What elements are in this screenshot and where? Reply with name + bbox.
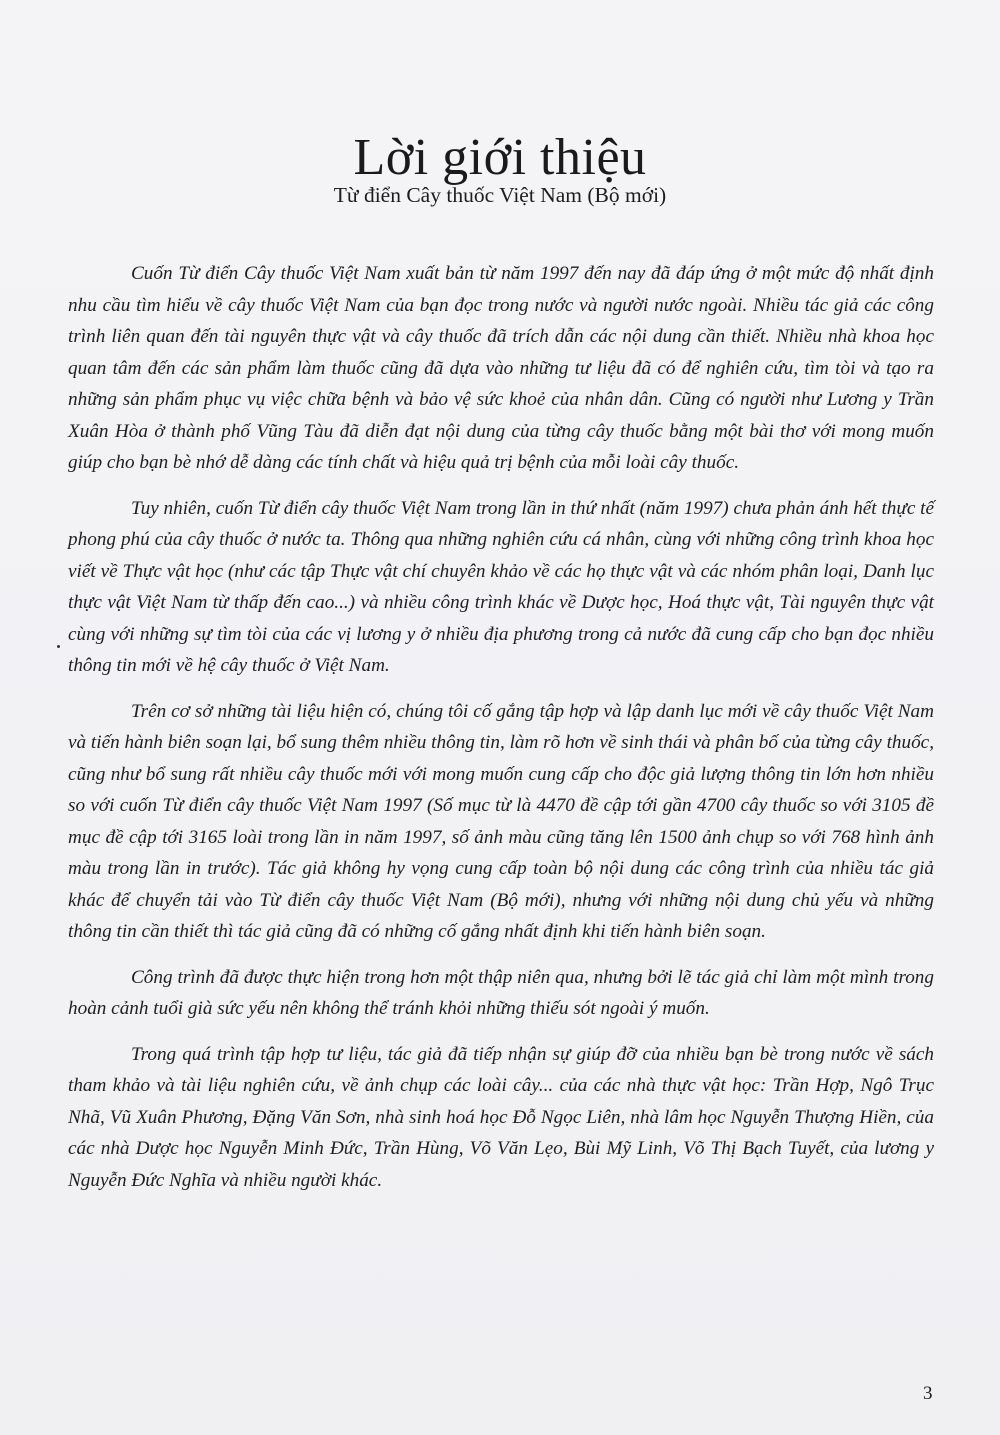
- paragraph-4: Công trình đã được thực hiện trong hơn một thập niên qua, nhưng bởi lẽ tác giả chỉ làm một mình trong hoàn cảnh tuổi già sức yếu nên không thể tránh khỏi những thiếu sót ngoài ý muốn.: [68, 966, 934, 1019]
- page-subtitle: Từ điển Cây thuốc Việt Nam (Bộ mới): [333, 183, 667, 207]
- margin-dot: [57, 645, 60, 648]
- paragraph-5: Trong quá trình tập hợp tư liệu, tác giả đã tiếp nhận sự giúp đỡ của nhiều bạn bè trong nước về sách tham khảo và tài liệu nghiên cứu, về ảnh chụp các loài cây... của các nhà thực vật học: Trần Hợp, Ngô Trục Nhã, Vũ Xuân Phương, Đặng Văn Sơn, nhà sinh hoá học Đỗ Ngọc Liên, nhà lâm học Nguyễn Thượng Hiền, của các nhà Dược học Nguyễn Minh Đức, Trần Hùng, Võ Văn Lẹo, Bùi Mỹ Linh, Võ Thị Bạch Tuyết, của lương y Nguyễn Đức Nghĩa và nhiều người khác.: [68, 1043, 934, 1191]
- paragraph-2: Tuy nhiên, cuốn Từ điển cây thuốc Việt Nam trong lần in thứ nhất (năm 1997) chưa phản ánh hết thực tế phong phú của cây thuốc ở nước ta. Thông qua những nghiên cứu cá nhân, cùng với những công trình khoa học viết về Thực vật học (như các tập Thực vật chí chuyên khảo về các họ thực vật và các nhóm phân loại, Danh lục thực vật Việt Nam từ thấp đến cao...) và nhiều công trình khác về Dược học, Hoá thực vật, Tài nguyên thực vật cùng với những sự tìm tòi của các vị lương y ở nhiều địa phương trong cả nước đã cung cấp cho bạn đọc nhiều thông tin mới về hệ cây thuốc ở Việt Nam.: [68, 497, 934, 676]
- paragraph-1: Cuốn Từ điển Cây thuốc Việt Nam xuất bản từ năm 1997 đến nay đã đáp ứng ở một mức độ nhất định nhu cầu tìm hiểu về cây thuốc Việt Nam của bạn đọc trong nước và người nước ngoài. Nhiều tác giả các công trình liên quan đến tài nguyên thực vật và cây thuốc đã trích dẫn các nội dung cần thiết. Nhiều nhà khoa học quan tâm đến các sản phẩm làm thuốc cũng đã dựa vào những tư liệu đã có để nghiên cứu, tìm tòi và tạo ra những sản phẩm phục vụ việc chữa bệnh và bảo vệ sức khoẻ của nhân dân. Cũng có người như Lương y Trần Xuân Hòa ở thành phố Vũng Tàu đã diễn đạt nội dung của từng cây thuốc bằng một bài thơ với mong muốn giúp cho bạn bè nhớ dễ dàng các tính chất và hiệu quả trị bệnh của mỗi loài cây thuốc.: [68, 263, 934, 473]
- paragraph-3: Trên cơ sở những tài liệu hiện có, chúng tôi cố gắng tập hợp và lập danh lục mới về cây thuốc Việt Nam và tiến hành biên soạn lại, bổ sung thêm nhiều thông tin, làm rõ hơn về sinh thái và phân bố của từng cây thuốc, cũng như bổ sung rất nhiều cây thuốc mới với mong muốn cung cấp cho độc giả lượng thông tin lớn hơn nhiều so với cuốn Từ điển cây thuốc Việt Nam 1997 (Số mục từ là 4470 đề cập tới gần 4700 cây thuốc so với 3105 đề mục đề cập tới 3165 loài trong lần in năm 1997, số ảnh màu cũng tăng lên 1500 ảnh chụp so với 768 hình ảnh màu trong lần in trước). Tác giả không hy vọng cung cấp toàn bộ nội dung các công trình của nhiều tác giả khác để chuyển tải vào Từ điển cây thuốc Việt Nam (Bộ mới), nhưng với những nội dung chủ yếu và những thông tin cần thiết thì tác giả cũng đã có những cố gắng nhất định khi tiến hành biên soạn.: [68, 700, 934, 942]
- page-title: Lời giới thiệu: [353, 129, 647, 186]
- body-text: [68, 258, 934, 1210]
- page-number: 3: [923, 1383, 933, 1404]
